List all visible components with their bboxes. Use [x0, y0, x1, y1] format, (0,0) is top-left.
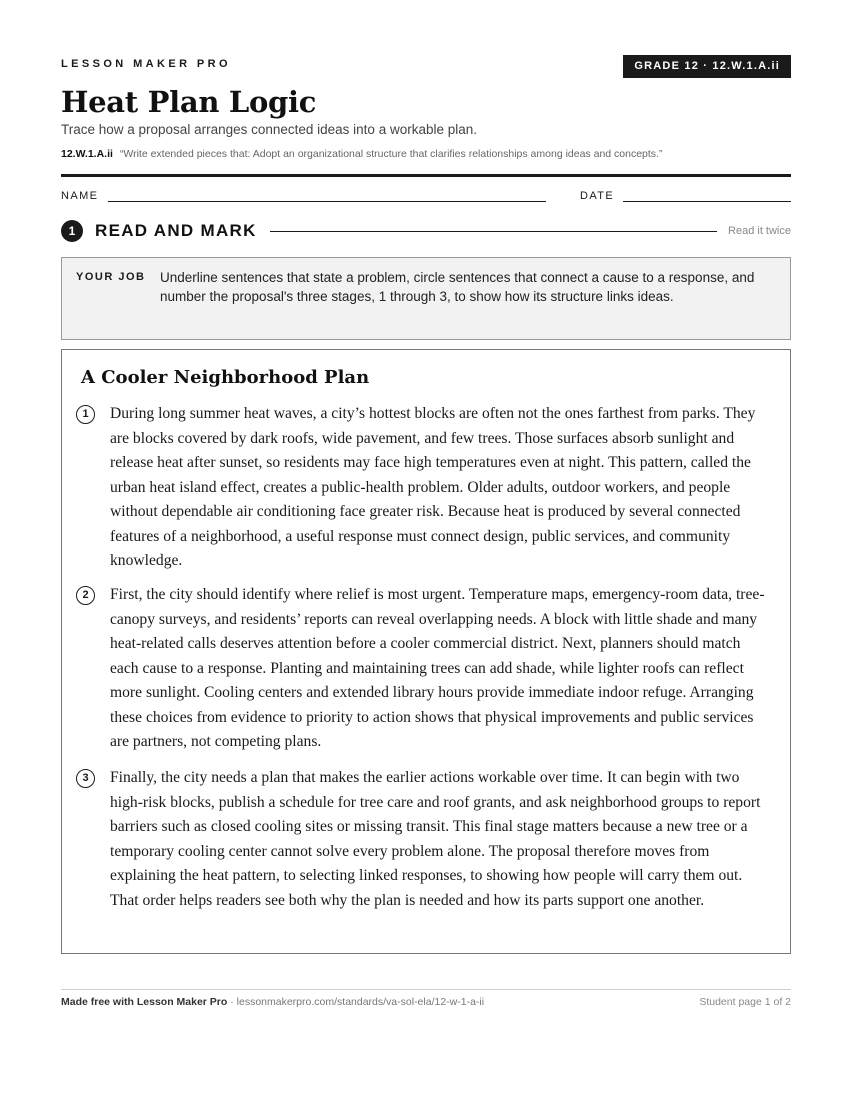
- reading-passage: [61, 349, 791, 954]
- paragraph-text: First, the city should identify where relief is most urgent. Temperature maps, emergency-room data, tree-canopy surveys, and residents’ reports can reveal overlapping needs. A block with little shade and many heat-related calls deserves attention before a cooler commercial district. Next, planners should match each cause to a response. Planting and maintaining trees can add shade, while lighter roofs can reflect more sunlight. Cooling centers and extended library hours provide immediate indoor refuge. Arranging these choices from evidence to priority to action shows that physical improvements and public services are partners, not competing plans.: [110, 586, 765, 750]
- footer-made-with: Made free with Lesson Maker Pro: [61, 996, 228, 1008]
- header-divider: [61, 174, 791, 177]
- footer-page-number: Student page 1 of 2: [699, 996, 791, 1008]
- instructions-text: Underline sentences that state a problem, circle sentences that connect a cause to a response, and number the proposal's three stages, 1 through 3, to show how its structure links ideas.: [160, 270, 755, 304]
- paragraph-number-badge: 3: [76, 769, 95, 788]
- paragraph-number-badge: 1: [76, 405, 95, 424]
- name-field[interactable]: [108, 201, 546, 202]
- paragraph-text: Finally, the city needs a plan that makes the earlier actions workable over time. It can begin with two high-risk blocks, publish a schedule for tree care and roof grants, and ask neighborhood groups to report barriers such as closed cooling sites or missing transit. This final stage matters because a new tree or a temporary cooling center cannot solve every problem alone. The proposal therefore moves from explaining the heat pattern, to selecting linked responses, to showing how people will carry them out. That order helps readers see both why the plan is needed and how its parts support one another.: [110, 769, 761, 909]
- grade-badge: GRADE 12 · 12.W.1.A.ii: [623, 55, 791, 78]
- name-date-row: [61, 190, 791, 206]
- footer-credit: [61, 996, 484, 1008]
- section-title: READ AND MARK: [95, 221, 257, 240]
- instructions-label: YOUR JOB: [76, 271, 146, 283]
- worksheet-page: [61, 0, 791, 1100]
- footer-separator: ·: [227, 996, 237, 1008]
- footer-url[interactable]: lessonmakerpro.com/standards/va-sol-ela/12-w-1-a-ii: [236, 996, 485, 1008]
- standard-code: 12.W.1.A.ii: [61, 148, 113, 160]
- page-title: Heat Plan Logic: [61, 85, 317, 119]
- section-header: [61, 219, 791, 243]
- date-label: DATE: [580, 190, 615, 202]
- date-field[interactable]: [623, 201, 791, 202]
- paragraph-number-badge: 2: [76, 586, 95, 605]
- section-divider: [270, 231, 717, 232]
- section-number-badge: 1: [61, 220, 83, 242]
- passage-title: A Cooler Neighborhood Plan: [81, 367, 370, 388]
- standard-text: “Write extended pieces that: Adopt an organizational structure that clarifies relationships among ideas and concepts.”: [119, 148, 663, 160]
- page-subtitle: Trace how a proposal arranges connected ideas into a workable plan.: [61, 122, 478, 137]
- footer-divider: [61, 989, 791, 990]
- name-label: NAME: [61, 190, 99, 202]
- brand-name: LESSON MAKER PRO: [61, 58, 231, 70]
- standard-line: [61, 148, 662, 160]
- section-hint: Read it twice: [728, 225, 791, 237]
- paragraph-text: During long summer heat waves, a city’s hottest blocks are often not the ones farthest from parks. They are blocks covered by dark roofs, wide pavement, and few trees. Those surfaces absorb sunlight and release heat after sunset, so residents may face high temperatures even at night. This pattern, called the urban heat island effect, creates a public-health problem. Older adults, outdoor workers, and people without dependable air conditioning face greater risk. Because heat is produced by several connected features of a neighborhood, a useful response must connect design, public services, and community knowledge.: [110, 405, 756, 569]
- brand-row: [61, 55, 791, 79]
- instructions-box: [61, 257, 791, 340]
